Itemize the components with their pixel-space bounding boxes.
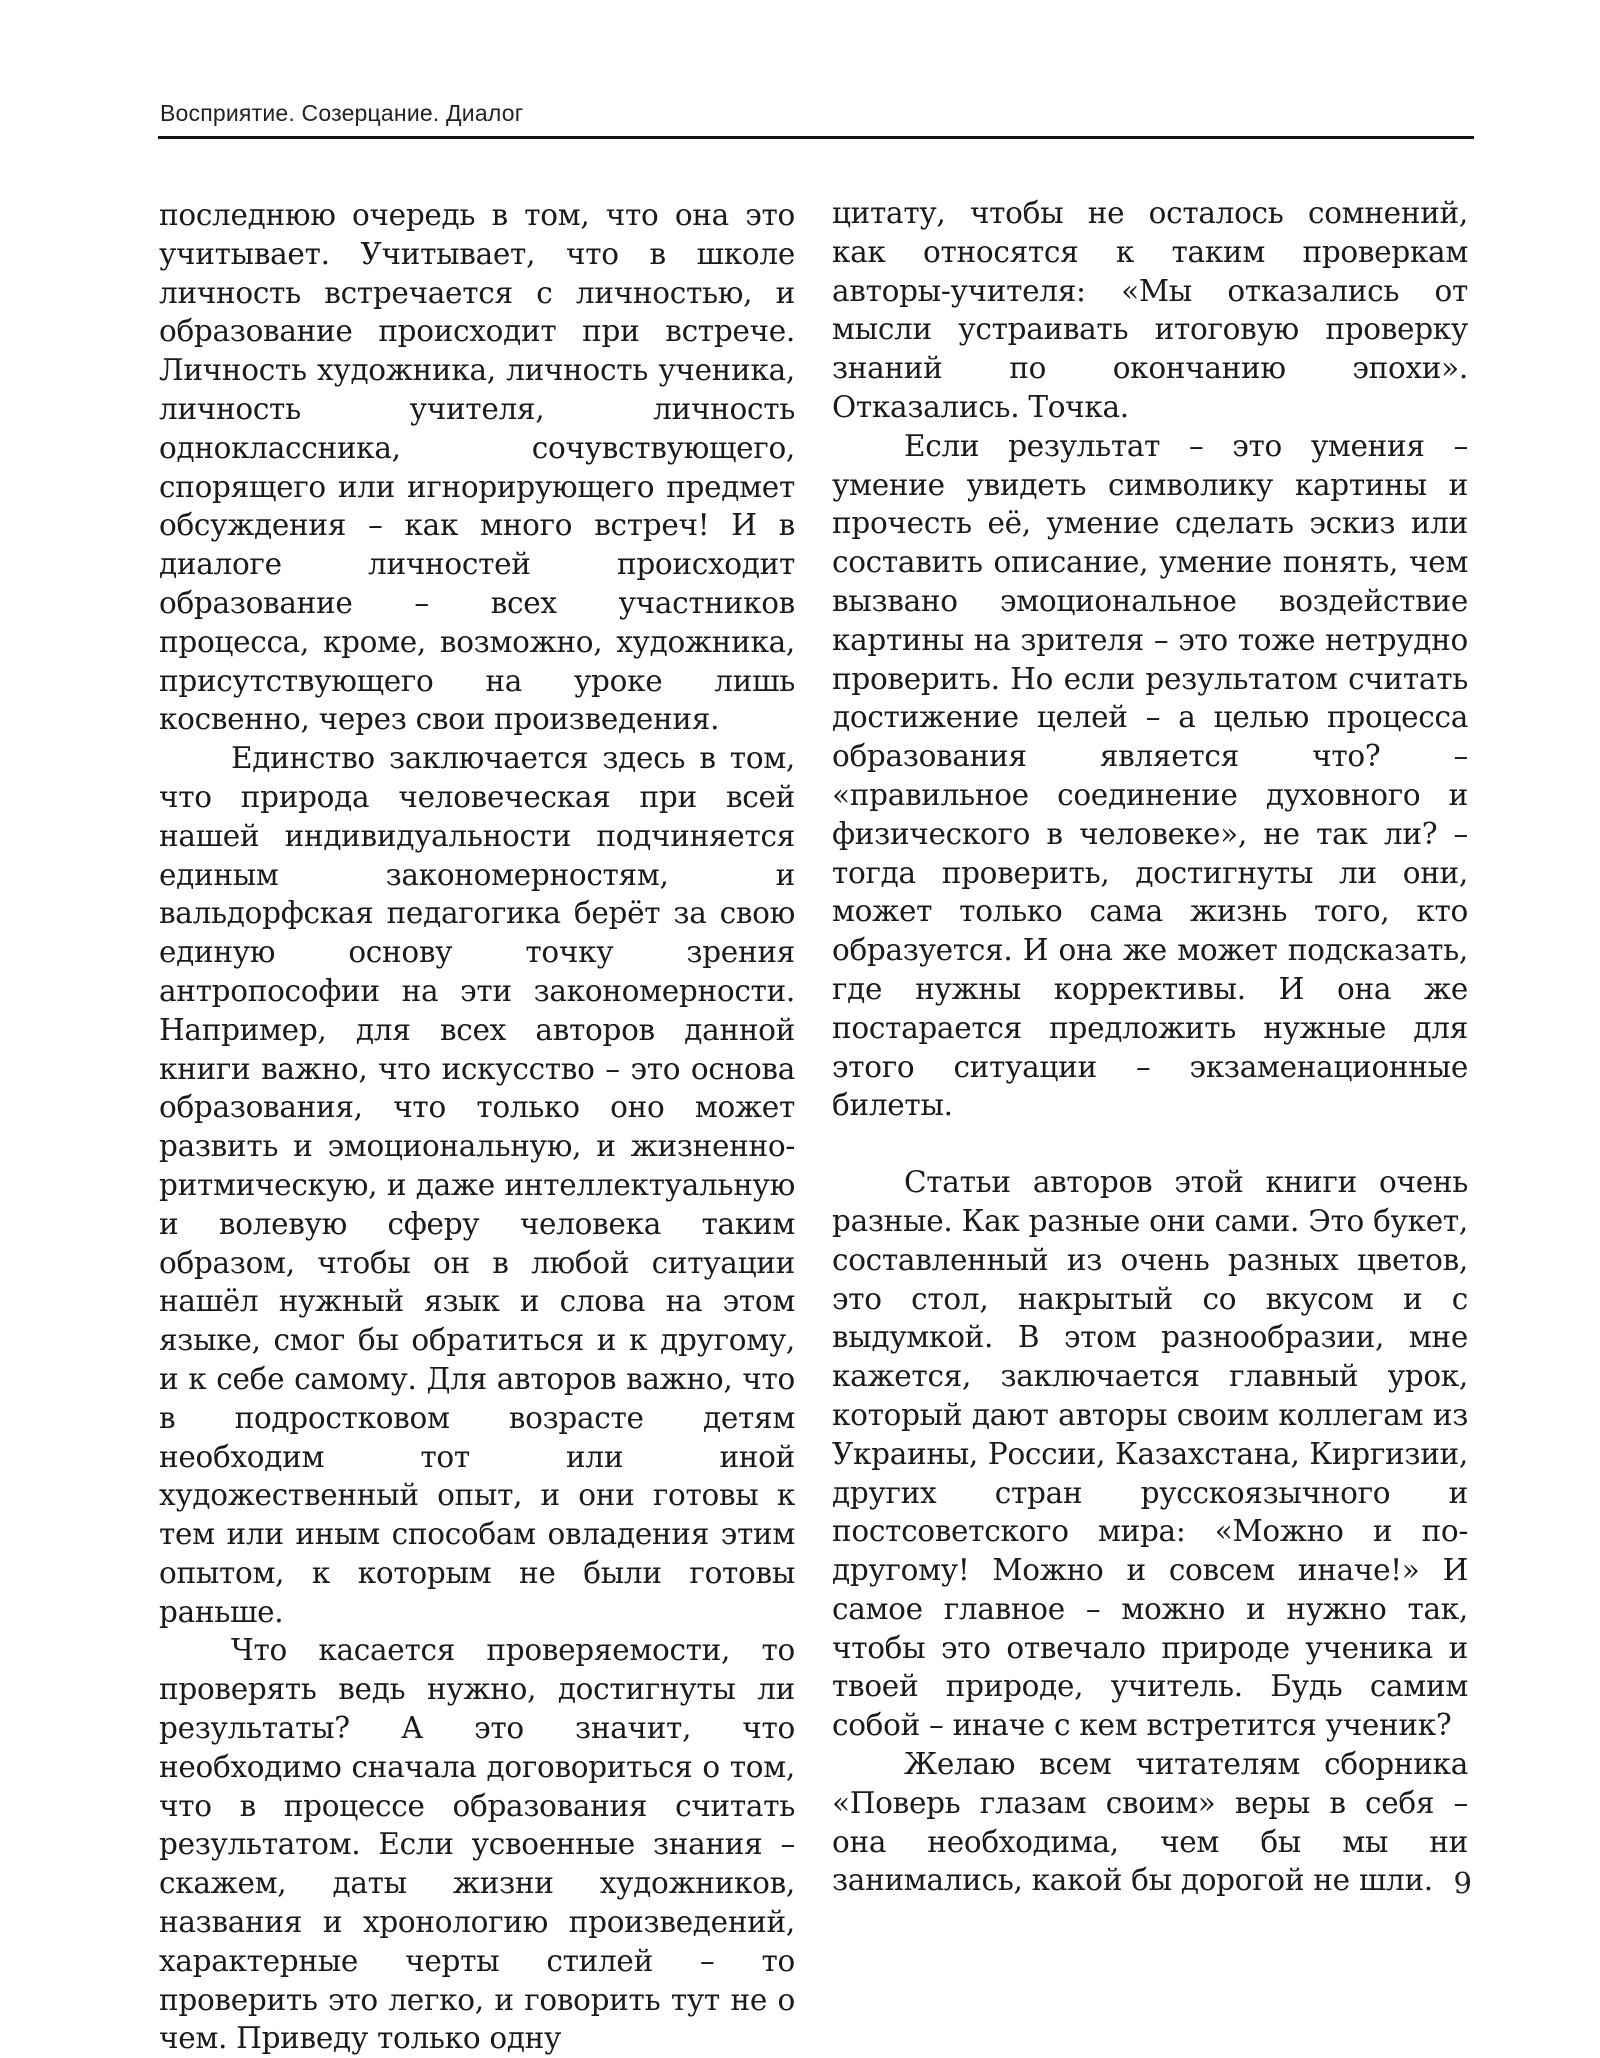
paragraph: Статьи авторов этой книги очень разные. Как разные они сами. Это букет, составленный из очень разных цветов, это стол, накрытый со вкусом и с выдумкой. В этом разнообразии, мне кажется, заключается главный урок, который дают авторы своим коллегам из Украины, России, Казахстана, Киргизии, других стран русскоязычного и постсоветского мира: «Можно и по-другому! Можно и совсем иначе!» И самое главное – можно и нужно так, чтобы это отвечало природе ученика и твоей природе, учитель. Будь самим собой – иначе с кем встретится ученик? (832, 1165, 1468, 1743)
running-header: Восприятие. Созерцание. Диалог (160, 100, 524, 126)
header-rule (158, 136, 1474, 139)
paragraph: последнюю очередь в том, что она это учитывает. Учитывает, что в школе личность встречается с личностью, и образование происходит при встрече. Личность художника, личность ученика, личность учителя, личность одноклассника, сочувствующего, спорящего или игнорирующего предмет обсуждения – как много встреч! И в диалоге личностей происходит образование – всех участников процесса, кроме, возможно, художника, присутствующего на уроке лишь косвенно, через свои произведения. (159, 198, 795, 737)
paragraph: Единство заключается здесь в том, что природа человеческая при всей нашей индивидуальности подчиняется единым закономерностям, и вальдорфская педагогика берёт за свою единую основу точку зрения антропософии на эти закономерности. Например, для всех авторов данной книги важно, что искусство – это основа образования, что только оно может развить и эмоциональную, и жизненно-ритмическую, и даже интеллектуальную и волевую сферу человека таким образом, чтобы он в любой ситуации нашёл нужный язык и слова на этом языке, смог бы обратиться и к другому, и к себе самому. Для авторов важно, что в подростковом возрасте детям необходим тот или иной художественный опыт, и они готовы к тем или иным способам овладения этим опытом, к которым не были готовы раньше. (159, 741, 795, 1629)
left-column (159, 196, 795, 2058)
paragraph: Если результат – это умения – умение увидеть символику картины и прочесть её, умение сделать эскиз или составить описание, умение понять, чем вызвано эмоциональное воздействие картины на зрителя – это тоже нетрудно проверить. Но если результатом считать достижение целей – а целью процесса образования является что? – «правильное соединение духовного и физического в человеке», не так ли? – тогда проверить, достигнуты ли они, может только сама жизнь того, кто образуется. И она же может подсказать, где нужны коррективы. И она же постарается предложить нужные для этого ситуации – экзаменационные билеты. (832, 428, 1468, 1123)
paragraph: Что касается проверяемости, то проверять ведь нужно, достигнуты ли результаты? А это значит, что необходимо сначала договориться о том, что в процессе образования считать результатом. Если усвоенные знания – скажем, даты жизни художников, названия и хронологию произведений, характерные черты стилей – то проверить это легко, и говорить тут не о чем. Приведу только одну (159, 1633, 795, 2056)
paragraph: цитату, чтобы не осталось сомнений, как относятся к таким проверкам авторы-учителя: «Мы отказались от мысли устраивать итоговую проверку знаний по окончанию эпохи». Отказались. Точка. (832, 196, 1468, 424)
paragraph: Желаю всем читателям сборника «Поверь глазам своим» веры в себя – она необходима, чем бы мы ни занимались, какой бы дорогой не шли. (832, 1747, 1468, 1898)
right-column (832, 194, 1468, 1900)
page-number: 9 (1453, 1866, 1472, 1900)
